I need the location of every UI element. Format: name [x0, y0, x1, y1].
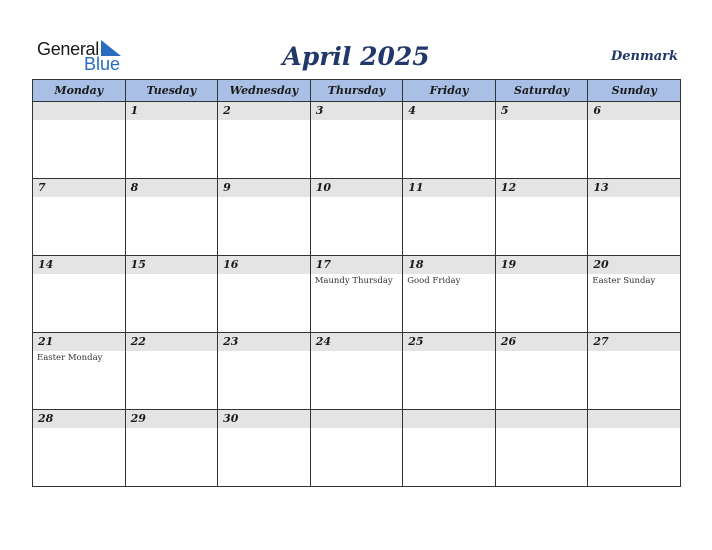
day-number-band [33, 333, 125, 351]
day-number-band [588, 333, 680, 351]
day-number: 16 [223, 258, 239, 271]
day-cell [403, 333, 496, 410]
day-cell [33, 256, 126, 333]
week-row [33, 333, 681, 410]
day-cell [495, 333, 588, 410]
weekday-header: Thursday [310, 80, 403, 102]
day-cell [33, 179, 126, 256]
day-number: 7 [38, 181, 46, 194]
day-number-band [33, 410, 125, 428]
day-number-band [33, 256, 125, 274]
day-cell [403, 102, 496, 179]
day-number-band [496, 256, 588, 274]
day-number: 19 [500, 258, 517, 271]
week-row [33, 102, 681, 179]
day-cell [218, 256, 311, 333]
day-number: 2 [223, 104, 231, 117]
day-cell [125, 256, 218, 333]
logo-text-general: General [37, 39, 99, 59]
weekday-header: Saturday [495, 80, 588, 102]
day-number-band [311, 179, 403, 197]
day-cell [33, 410, 126, 487]
day-number: 6 [593, 104, 602, 117]
day-cell [310, 333, 403, 410]
day-number: 20 [593, 258, 609, 271]
day-cell [403, 256, 496, 333]
weekday-header-row [33, 80, 681, 102]
day-number-band [126, 333, 218, 351]
day-cell [495, 102, 588, 179]
weekday-header: Sunday [588, 80, 681, 102]
calendar-title: April 2025 [282, 42, 430, 71]
day-number: 25 [408, 335, 424, 348]
day-number: 12 [500, 181, 517, 194]
day-number-band [311, 102, 403, 120]
day-cell [588, 333, 681, 410]
day-number: 17 [315, 258, 331, 271]
day-number-band [403, 256, 495, 274]
day-cell [310, 410, 403, 487]
day-number-band [403, 333, 495, 351]
day-number-band [311, 333, 403, 351]
day-number: 5 [500, 104, 509, 117]
day-number: 30 [223, 412, 239, 425]
day-cell [33, 333, 126, 410]
day-number-band [126, 256, 218, 274]
day-number: 15 [130, 258, 146, 271]
weekday-header: Friday [403, 80, 496, 102]
day-number: 21 [38, 335, 54, 348]
day-number: 14 [38, 258, 54, 271]
day-number: 23 [223, 335, 239, 348]
holiday-label: Maundy Thursday [314, 276, 393, 286]
day-cell [495, 410, 588, 487]
day-number-band [126, 102, 218, 120]
day-number: 10 [315, 181, 331, 194]
day-number: 4 [408, 104, 416, 117]
day-number: 29 [130, 412, 146, 425]
day-cell [218, 102, 311, 179]
day-number: 8 [130, 181, 139, 194]
day-number-band [403, 179, 495, 197]
holiday-label: Good Friday [407, 276, 461, 286]
day-number-band [126, 179, 218, 197]
day-number-band [588, 256, 680, 274]
day-number-band [496, 410, 588, 428]
day-number: 9 [223, 181, 231, 194]
day-number: 28 [38, 412, 54, 425]
day-number: 3 [315, 104, 324, 117]
day-number-band [218, 179, 310, 197]
day-number: 13 [593, 181, 609, 194]
day-cell [588, 256, 681, 333]
day-number-band [403, 410, 495, 428]
day-number-band [496, 179, 588, 197]
day-cell [310, 256, 403, 333]
day-number-band [218, 333, 310, 351]
day-cell [588, 179, 681, 256]
day-cell [495, 179, 588, 256]
day-cell [218, 179, 311, 256]
day-number-band [311, 410, 403, 428]
day-number-band [496, 102, 588, 120]
day-number-band [311, 256, 403, 274]
day-cell [588, 102, 681, 179]
day-cell [218, 410, 311, 487]
day-number-band [218, 102, 310, 120]
day-cell [218, 333, 311, 410]
day-number: 27 [593, 335, 609, 348]
calendar-grid [32, 79, 681, 487]
day-number-band [403, 102, 495, 120]
day-cell [310, 102, 403, 179]
day-number: 24 [315, 335, 331, 348]
day-number-band [496, 333, 588, 351]
day-number-band [218, 410, 310, 428]
day-number-band [588, 179, 680, 197]
day-cell [495, 256, 588, 333]
day-number-band [588, 102, 680, 120]
day-number: 1 [130, 104, 139, 117]
day-cell [310, 179, 403, 256]
country-label: Denmark [610, 49, 678, 64]
day-cell [588, 410, 681, 487]
day-number: 18 [408, 258, 424, 271]
weekday-header: Wednesday [218, 80, 311, 102]
day-number-band [588, 410, 680, 428]
day-number-band [33, 179, 125, 197]
day-number: 26 [500, 335, 517, 348]
day-number-band [126, 410, 218, 428]
day-number-band [218, 256, 310, 274]
day-cell [125, 333, 218, 410]
weekday-header: Tuesday [125, 80, 218, 102]
week-row [33, 410, 681, 487]
day-number: 22 [130, 335, 146, 348]
week-row [33, 179, 681, 256]
day-cell [403, 410, 496, 487]
day-number: 11 [408, 181, 424, 194]
week-row [33, 256, 681, 333]
day-cell [125, 410, 218, 487]
logo-text-blue: Blue [84, 54, 121, 74]
holiday-label: Easter Sunday [592, 276, 656, 286]
day-cell [125, 179, 218, 256]
weekday-header: Monday [33, 80, 126, 102]
holiday-label: Easter Monday [37, 353, 103, 363]
day-cell [33, 102, 126, 179]
day-cell [125, 102, 218, 179]
day-cell [403, 179, 496, 256]
day-number-band [33, 102, 125, 120]
